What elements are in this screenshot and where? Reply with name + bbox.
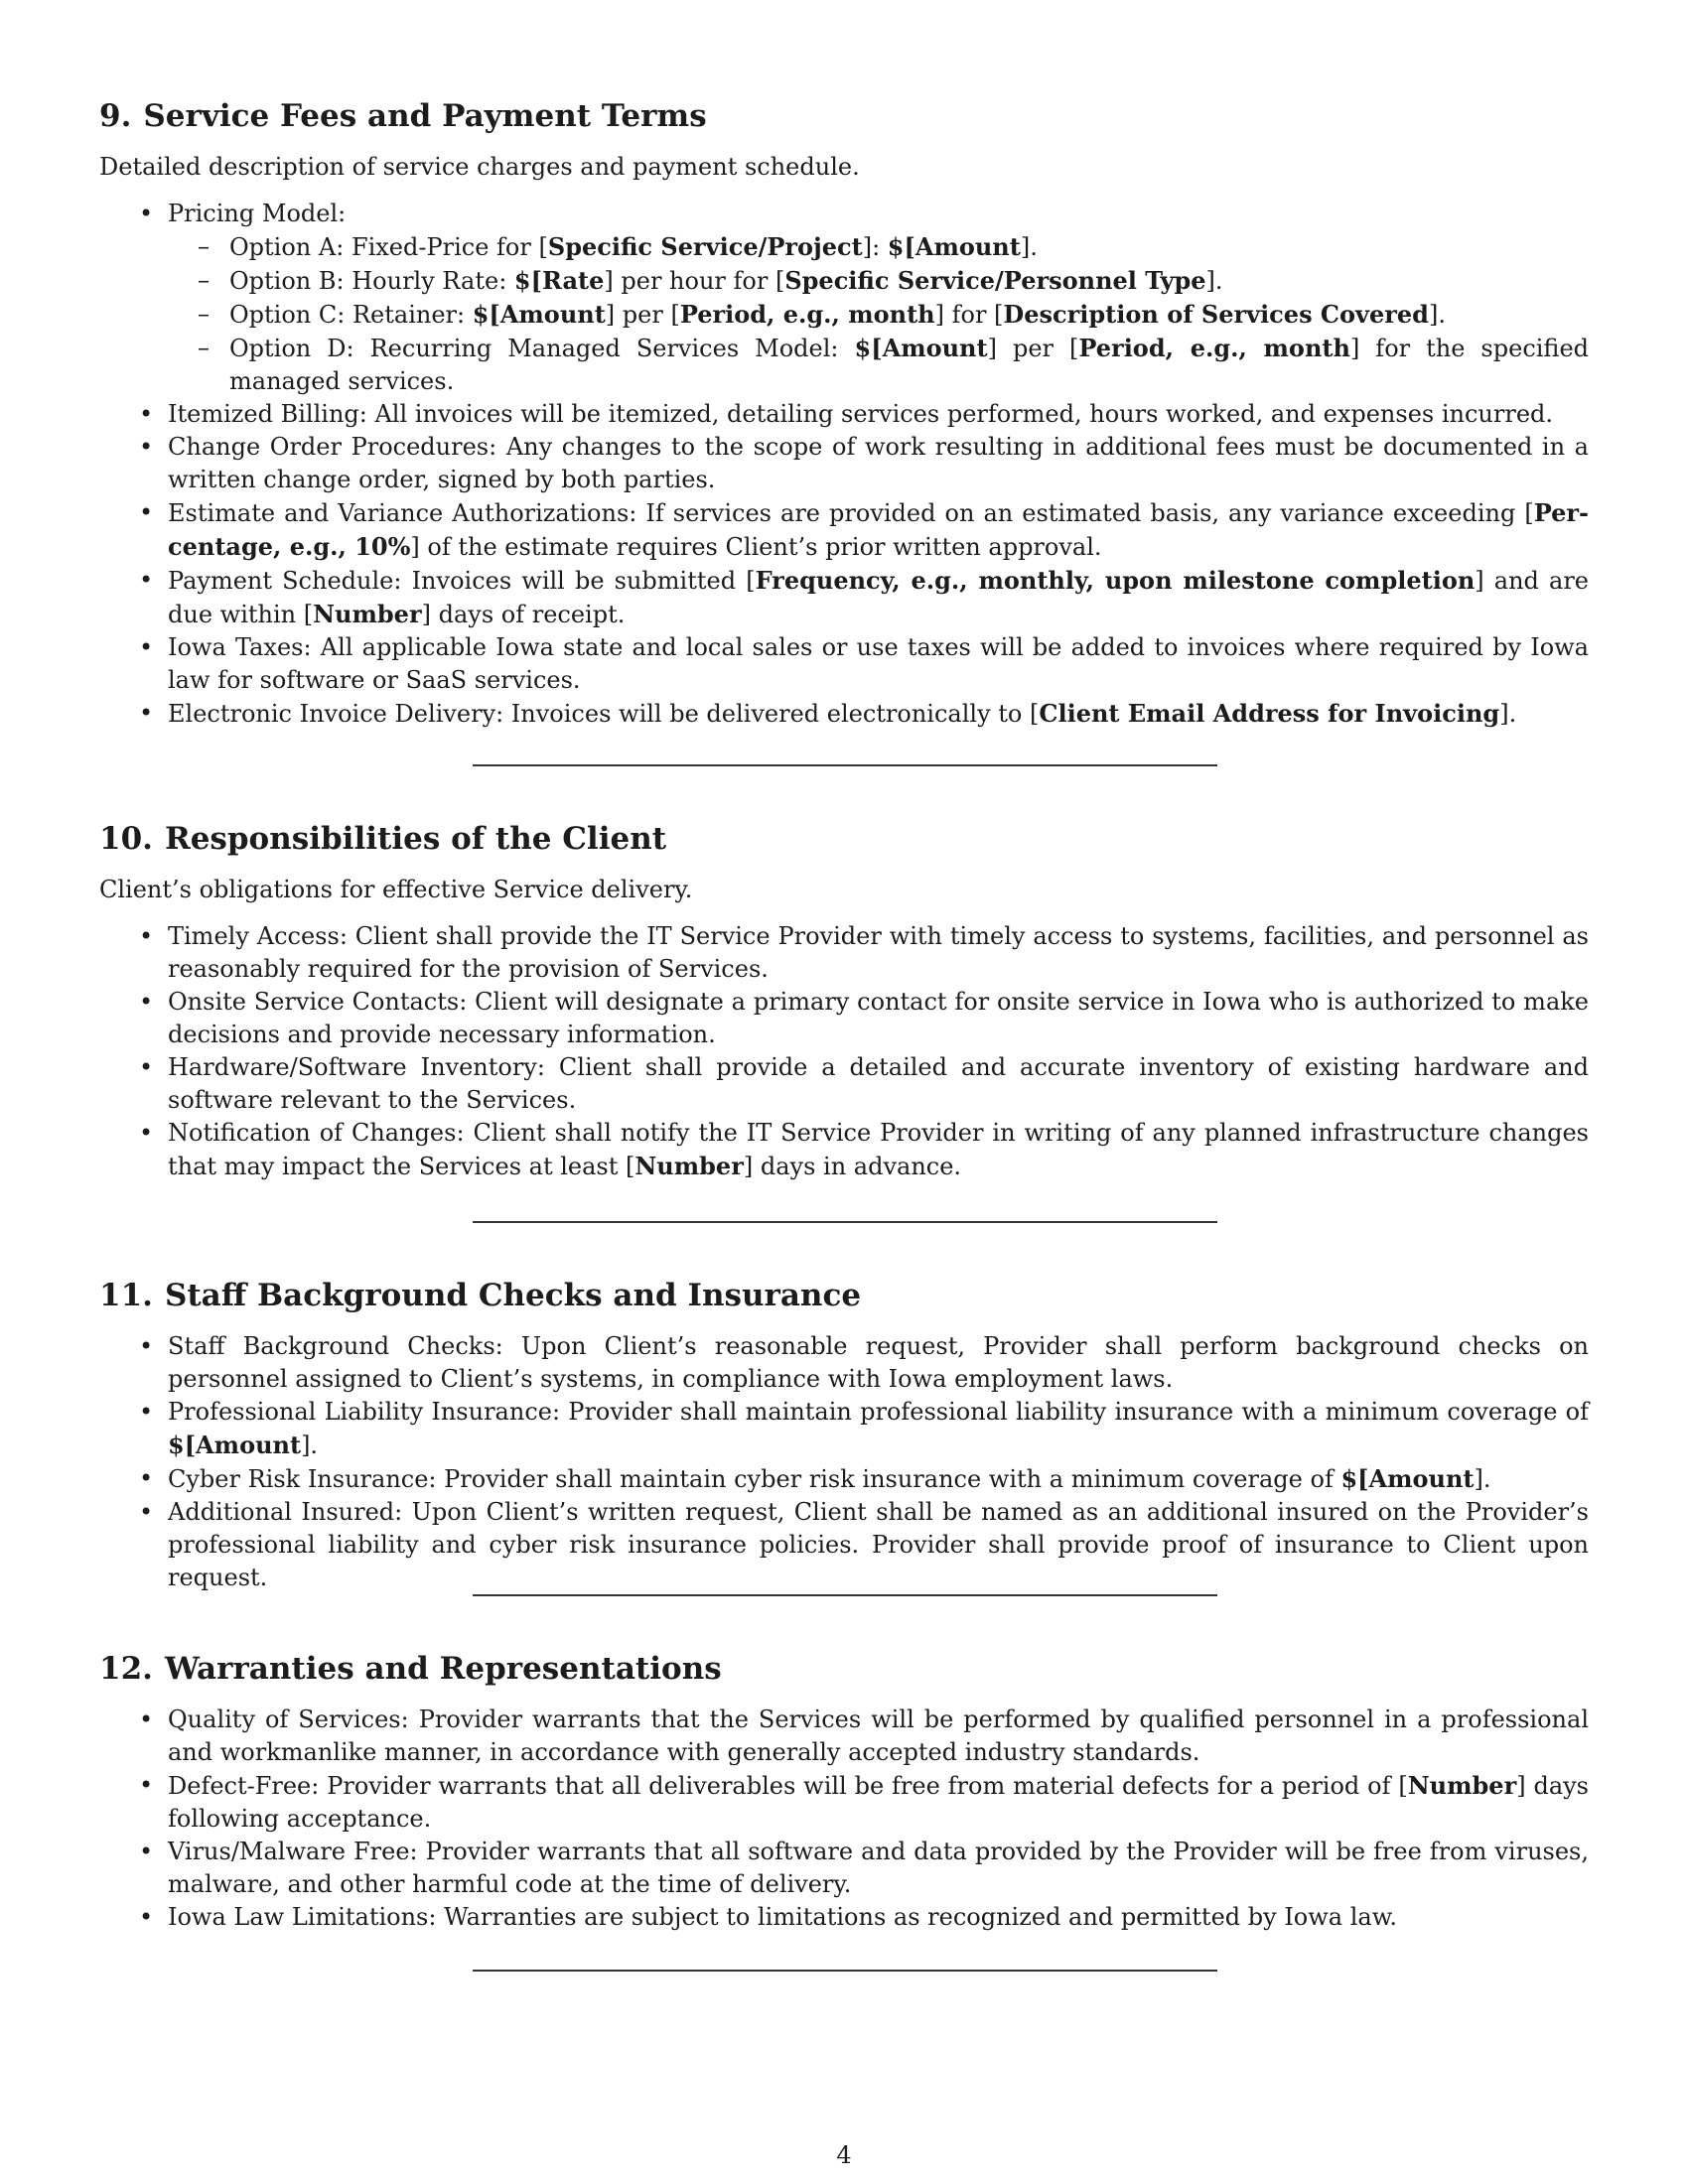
bullet-list — [99, 1330, 1589, 1594]
section-intro: Client’s obligations for effective Service delivery. — [99, 876, 693, 903]
pricing-option: – Option D: Recurring Managed Services Model: $[Amount] per [Period, e.g., month] for the specified managed services. — [168, 332, 1589, 398]
pricing-option: – Option C: Retainer: $[Amount] per [Period, e.g., month] for [Description of Services Covered]. — [168, 298, 1589, 332]
list-item: • Itemized Billing: All invoices will be itemized, detailing services performed, hours worked, and expenses incurred. — [99, 398, 1589, 431]
bullet-list — [99, 920, 1589, 1183]
section-divider — [99, 1970, 1589, 1972]
section-heading: 11. Staff Background Checks and Insurance — [99, 1278, 862, 1313]
list-item: • Iowa Law Limitations: Warranties are subject to limitations as recognized and permitted by Iowa law. — [99, 1901, 1589, 1934]
list-item: • Electronic Invoice Delivery: Invoices will be delivered electronically to [Client Email Address for Invoicing]. — [99, 697, 1589, 731]
section-heading: 12. Warranties and Representations — [99, 1651, 722, 1687]
list-item: • Additional Insured: Upon Client’s written request, Client shall be named as an additional insured on the Provider’s professional liability and cyber risk insurance policies. Provider shall provide proof of insurance to Client upon request. — [99, 1496, 1589, 1594]
section-divider — [99, 1221, 1589, 1223]
section-heading: 9. Service Fees and Payment Terms — [99, 98, 707, 134]
pricing-option: – Option A: Fixed-Price for [Specific Service/Project]: $[Amount]. — [168, 230, 1589, 264]
section-intro: Detailed description of service charges and payment schedule. — [99, 153, 860, 181]
pricing-options-list — [168, 230, 1589, 398]
list-item: • Iowa Taxes: All applicable Iowa state and local sales or use taxes will be added to invoices where required by Iowa law for software or SaaS services. — [99, 631, 1589, 697]
pricing-option: – Option B: Hourly Rate: $[Rate] per hour for [Specific Service/Personnel Type]. — [168, 264, 1589, 298]
list-item: • Change Order Procedures: Any changes to the scope of work resulting in additional fees must be documented in a written change order, signed by both parties. — [99, 431, 1589, 496]
list-item: • Defect-Free: Provider warrants that all deliverables will be free from material defects for a period of [Number] days following acceptance. — [99, 1769, 1589, 1836]
list-item: • Estimate and Variance Authorizations: If services are provided on an estimated basis, any variance exceeding [Per-centage, e.g., 10%] of the estimate requires Client’s prior written approval. — [99, 496, 1589, 564]
list-item: • Timely Access: Client shall provide the IT Service Provider with timely access to systems, facilities, and personnel as reasonably required for the provision of Services. — [99, 920, 1589, 986]
list-item: • Quality of Services: Provider warrants that the Services will be performed by qualified personnel in a professional and workmanlike manner, in accordance with generally accepted industry standards. — [99, 1704, 1589, 1769]
section-client-responsibilities — [99, 818, 1589, 1183]
list-item: • Hardware/Software Inventory: Client shall provide a detailed and accurate inventory of existing hardware and software relevant to the Services. — [99, 1051, 1589, 1117]
section-divider — [99, 764, 1589, 766]
list-item: • Professional Liability Insurance: Provider shall maintain professional liability insurance with a minimum coverage of $[Amount]. — [99, 1396, 1589, 1462]
list-item: • Notification of Changes: Client shall notify the IT Service Provider in writing of any planned infrastructure changes that may impact the Services at least [Number] days in advance. — [99, 1117, 1589, 1183]
bullet-list — [99, 1704, 1589, 1934]
list-item: • Onsite Service Contacts: Client will designate a primary contact for onsite service in Iowa who is authorized to make decisions and provide necessary information. — [99, 986, 1589, 1051]
list-item: • Payment Schedule: Invoices will be submitted [Frequency, e.g., monthly, upon milestone completion] and are due within [Number] days of receipt. — [99, 564, 1589, 631]
section-warranties — [99, 1648, 1589, 1934]
page-number: 4 — [836, 2141, 852, 2169]
list-item: • Pricing Model: – Option A: Fixed-Price for [Specific Service/Project]: $[Amount]. – Option B: Hourly Rate: $[Rate] per hour for [Specific Service/Personnel Type]. – Option C: Retainer: $[Amount] per [Period, e.g., month] for [Description of Services Covered]. – Option D: Recurring Managed Services Model: $[Amount] per [Period, e.g., month] for the specified managed services. — [99, 198, 1589, 398]
section-staff-insurance — [99, 1275, 1589, 1594]
list-item: • Staff Background Checks: Upon Client’s reasonable request, Provider shall perform background checks on personnel assigned to Client’s systems, in compliance with Iowa employment laws. — [99, 1330, 1589, 1396]
list-item: • Virus/Malware Free: Provider warrants that all software and data provided by the Provider will be free from viruses, malware, and other harmful code at the time of delivery. — [99, 1836, 1589, 1901]
bullet-list — [99, 198, 1589, 731]
section-divider — [99, 1594, 1589, 1596]
section-service-fees — [99, 95, 1589, 731]
section-heading: 10. Responsibilities of the Client — [99, 821, 667, 857]
list-item: • Cyber Risk Insurance: Provider shall maintain cyber risk insurance with a minimum coverage of $[Amount]. — [99, 1462, 1589, 1496]
